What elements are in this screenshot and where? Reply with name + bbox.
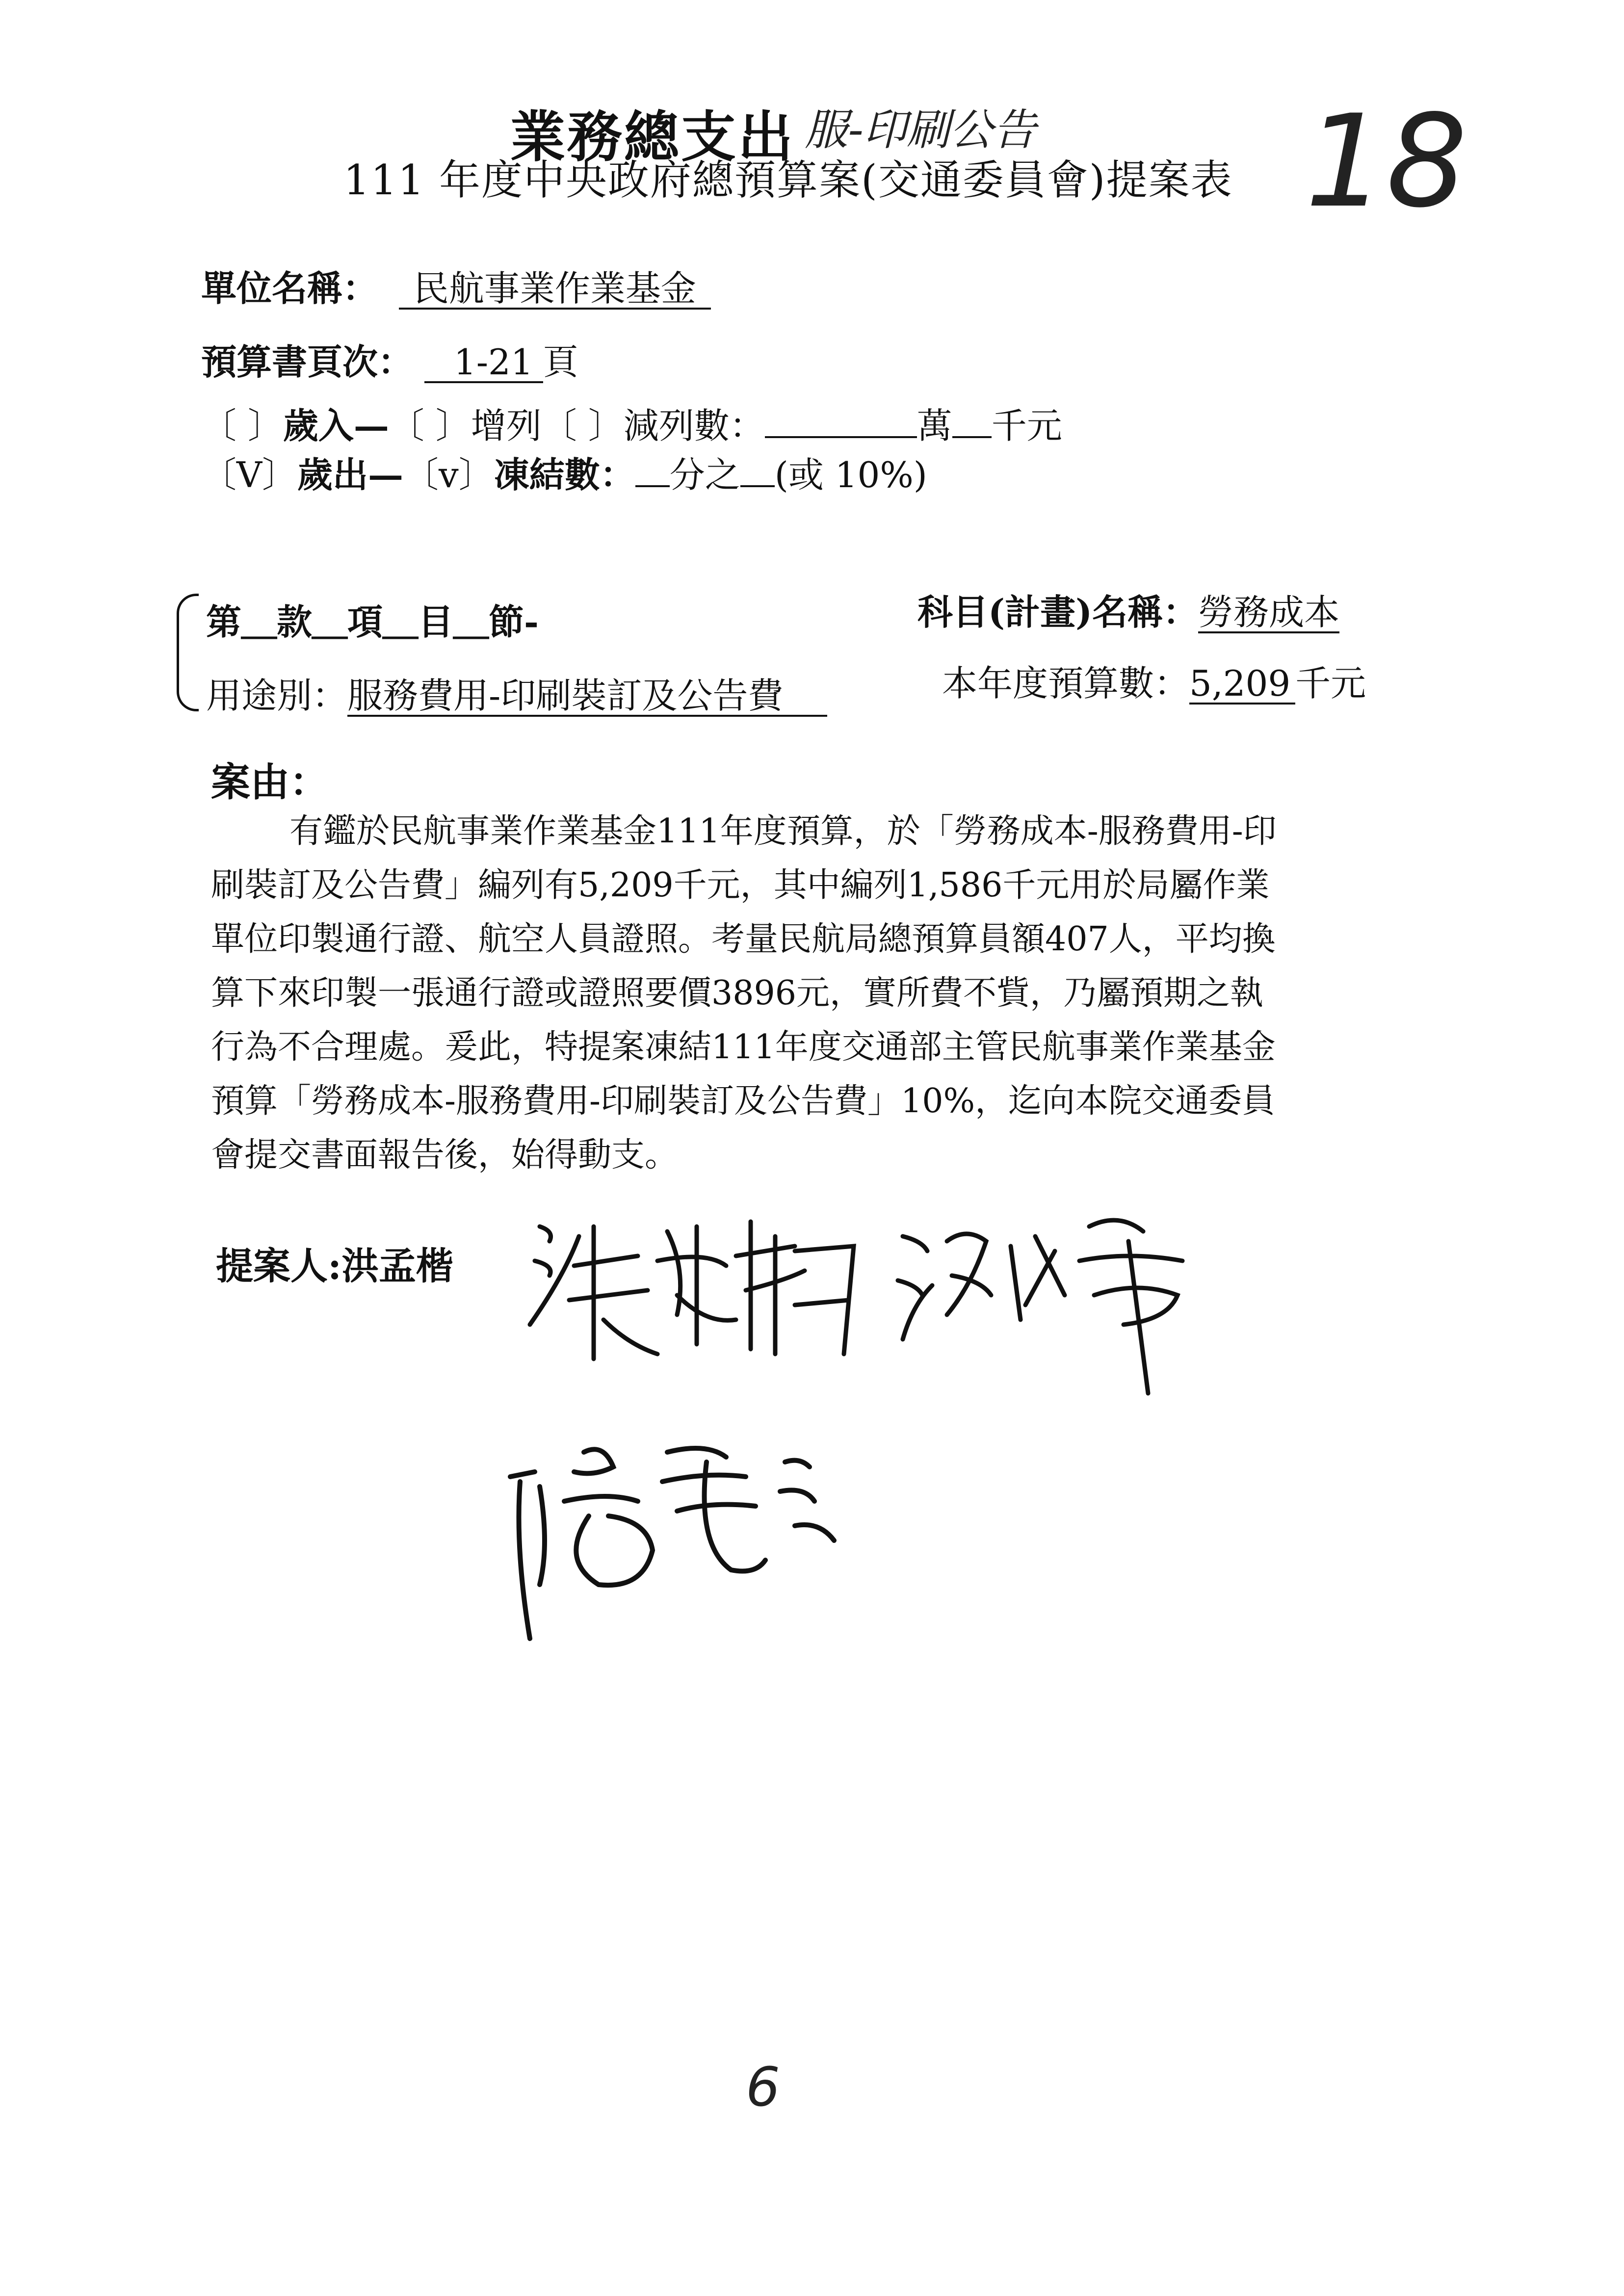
budget-page-value: 1-21 — [424, 344, 543, 383]
freeze-numerator-blank — [740, 453, 775, 487]
freeze-bracket: 〔v〕 — [403, 454, 494, 496]
freeze-denominator-blank — [635, 453, 670, 487]
unit-row — [201, 260, 711, 311]
handwritten-note: 服-印刷公告 — [805, 104, 1036, 155]
unit-wan: 萬 — [917, 405, 952, 446]
proposer-name: 洪孟楷 — [341, 1244, 454, 1288]
proposer-label: 提案人: — [216, 1244, 342, 1288]
reason-line: 行為不合理處。爰此，特提案凍結111年度交通部主管民航事業作業基金 — [211, 1028, 1276, 1067]
reason-line: 會提交書面報告後，始得動支。 — [211, 1136, 679, 1174]
annual-budget-unit: 千元 — [1295, 663, 1366, 704]
decrease-blank — [765, 404, 917, 438]
expenditure-label: 歲出— — [297, 454, 404, 496]
usage-row — [206, 667, 827, 718]
category-heading: 業務總支出 — [510, 105, 795, 169]
reason-line: 算下來印製一張通行證或證照要價3896元，實所費不貲，乃屬預期之執 — [211, 974, 1264, 1013]
annual-budget-value: 5,209 — [1189, 665, 1295, 704]
item-name-label: 科目(計畫)名稱： — [917, 591, 1199, 633]
item-name-value: 勞務成本 — [1198, 592, 1340, 633]
expenditure-row — [201, 446, 927, 497]
page-number: 6 — [746, 2056, 780, 2118]
decrease-label: 減列數： — [623, 405, 765, 446]
qian-blank — [952, 404, 992, 438]
revenue-label: 歲入— — [283, 405, 389, 446]
usage-value: 服務費用-印刷裝訂及公告費 — [347, 678, 827, 717]
signature-3 — [500, 1423, 903, 1678]
freeze-alt: (或 10%) — [774, 454, 927, 496]
annual-budget-row — [942, 655, 1366, 706]
reason-line: 單位印製通行證、航空人員證照。考量民航局總預算員額407人，平均換 — [211, 920, 1276, 959]
usage-label: 用途別： — [206, 675, 348, 716]
increase-bracket: 〔 〕 — [389, 405, 471, 446]
reason-line: 預算「勞務成本-服務費用-印刷裝訂及公告費」10%，迄向本院交通委員 — [211, 1082, 1276, 1121]
expenditure-bracket: 〔V〕 — [201, 454, 297, 496]
budget-page-row — [201, 334, 578, 385]
item-number: 18 — [1305, 88, 1467, 236]
proposer-row — [216, 1236, 453, 1290]
signature-2 — [893, 1197, 1197, 1403]
reason-line: 刷裝訂及公告費」編列有5,209千元，其中編列1,586千元用於局屬作業 — [211, 866, 1270, 905]
reason-line: 有鑑於民航事業作業基金111年度預算，於「勞務成本-服務費用-印 — [289, 812, 1277, 851]
unit-qian: 千元 — [991, 405, 1062, 446]
reason-body — [211, 805, 1277, 1182]
budget-page-label: 預算書頁次： — [201, 341, 414, 383]
unit-value: 民航事業作業基金 — [399, 270, 711, 310]
subject-bracket — [177, 594, 199, 711]
form-title: 111 年度中央政府總預算案(交通委員會)提案表 — [343, 156, 1233, 204]
increase-label: 增列 — [471, 405, 542, 446]
item-name-row — [917, 584, 1339, 635]
annual-budget-label: 本年度預算數： — [942, 663, 1190, 704]
unit-label: 單位名稱： — [201, 267, 378, 309]
signature-1 — [520, 1197, 873, 1383]
reason-heading: 案由： — [211, 759, 329, 805]
budget-page-suffix: 頁 — [543, 341, 578, 383]
fraction-label: 分之 — [669, 454, 740, 496]
revenue-bracket: 〔 〕 — [201, 405, 283, 446]
decrease-bracket: 〔 〕 — [541, 405, 624, 446]
revenue-row — [201, 397, 1062, 448]
freeze-label: 凍結數： — [494, 454, 635, 496]
subject-section-line: 第＿款＿項＿目＿節- — [206, 601, 539, 643]
